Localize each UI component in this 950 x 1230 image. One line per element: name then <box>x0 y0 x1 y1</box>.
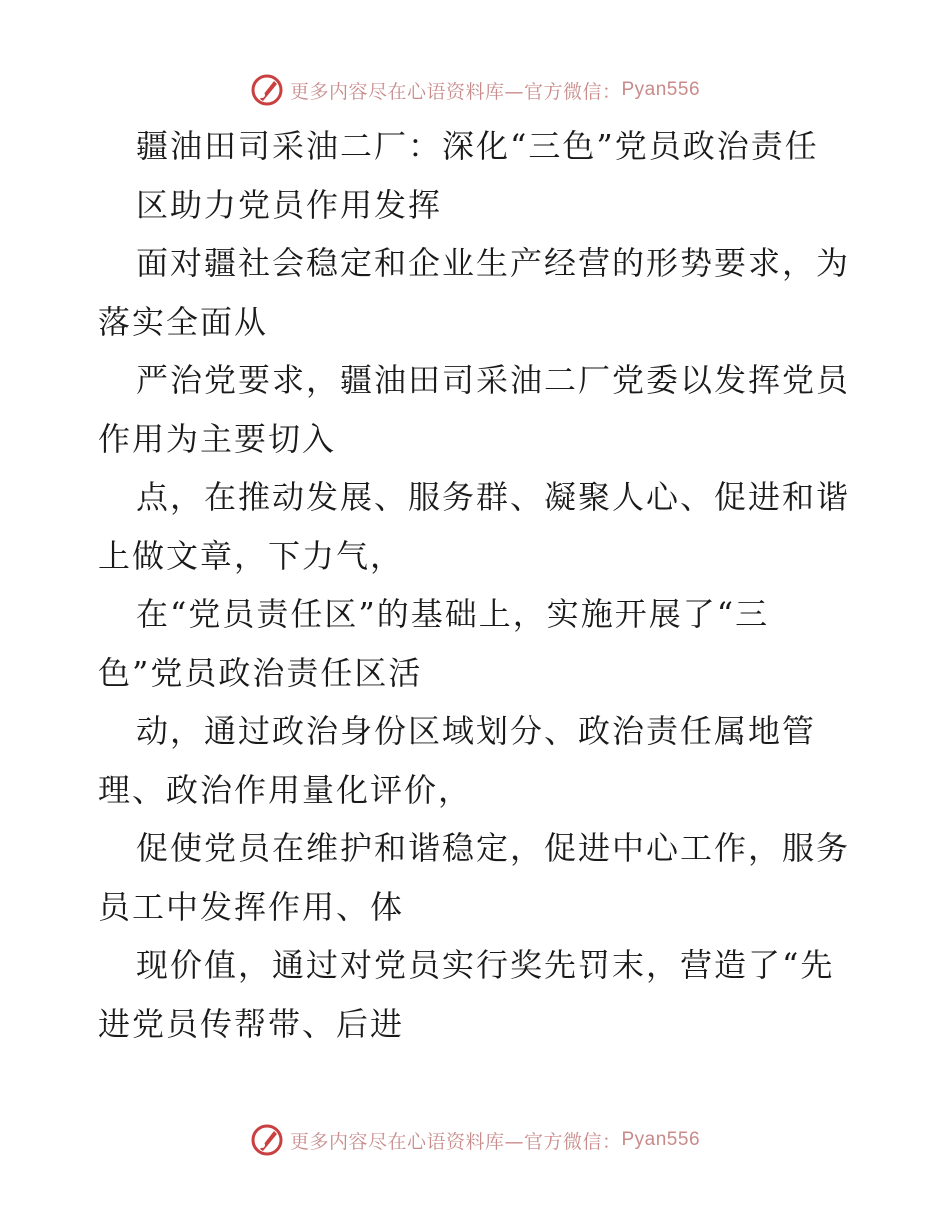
text-line: 疆油田司采油二厂：深化“三色”党员政治责任 <box>136 127 819 165</box>
header-watermark <box>0 70 950 110</box>
text-line: 员工中发挥作用、体 <box>98 887 405 926</box>
footer-watermark <box>0 1120 950 1160</box>
text-line: 动，通过政治身份区域划分、政治责任属地管 <box>136 712 817 750</box>
document-body <box>98 117 858 1053</box>
text-line: 点，在推动发展、服务群、凝聚人心、促进和谐 <box>136 478 851 516</box>
quill-logo-icon <box>250 1123 284 1157</box>
header-wechat-id: Pyan556 <box>621 79 701 100</box>
text-line: 现价值，通过对党员实行奖先罚末，营造了“先 <box>136 946 835 984</box>
text-line: 在“党员责任区”的基础上，实施开展了“三 <box>136 595 770 633</box>
text-line: 落实全面从 <box>98 302 269 341</box>
text-line: 理、政治作用量化评价， <box>98 770 473 809</box>
text-line: 区助力党员作用发挥 <box>136 185 443 224</box>
text-line: 严治党要求，疆油田司采油二厂党委以发挥党员 <box>136 361 851 399</box>
text-line: 促使党员在维护和谐稳定，促进中心工作，服务 <box>136 829 851 867</box>
text-line: 上做文章，下力气， <box>98 536 405 575</box>
footer-watermark-text: 更多内容尽在心语资料库—官方微信： <box>289 1130 622 1153</box>
text-line: 色”党员政治责任区活 <box>98 653 423 692</box>
text-line: 面对疆社会稳定和企业生产经营的形势要求，为 <box>136 244 851 282</box>
quill-logo-icon <box>250 73 284 107</box>
text-line: 作用为主要切入 <box>98 419 337 458</box>
footer-wechat-id: Pyan556 <box>621 1129 701 1150</box>
text-line: 进党员传帮带、后进 <box>98 1004 405 1043</box>
header-watermark-text: 更多内容尽在心语资料库—官方微信： <box>289 80 622 103</box>
